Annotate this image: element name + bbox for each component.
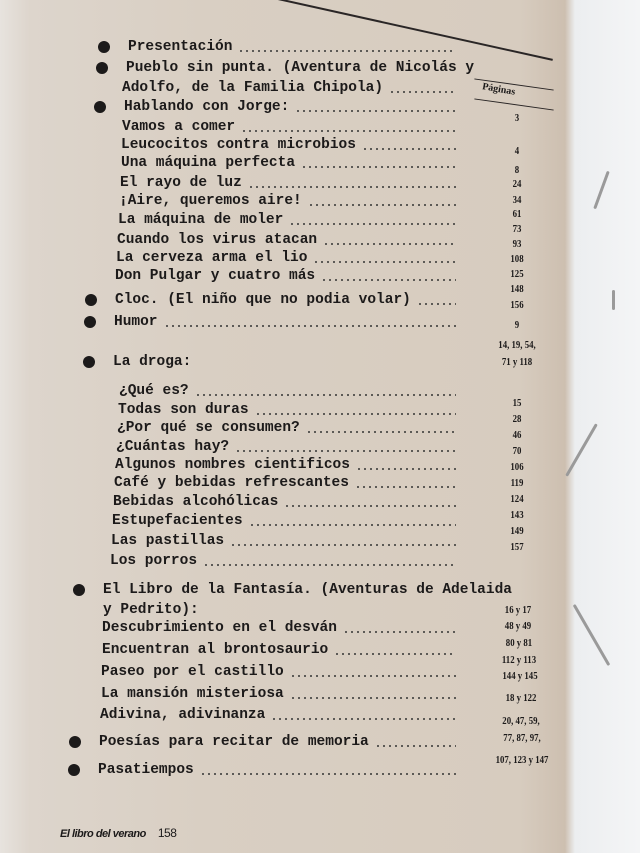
toc-entry-title: Humor bbox=[114, 314, 158, 330]
page-ref: 24 bbox=[512, 178, 522, 190]
toc-entry bbox=[117, 231, 456, 249]
book-title: El libro del verano bbox=[60, 828, 146, 840]
toc-entry bbox=[118, 401, 456, 419]
bullet-icon bbox=[94, 101, 106, 113]
toc-entry bbox=[112, 512, 456, 530]
dot-leader bbox=[241, 130, 456, 132]
bullet-icon bbox=[96, 62, 108, 74]
page-ref: 108 bbox=[510, 253, 524, 265]
toc-entry-title: Pueblo sin punta. (Aventura de Nicolás y bbox=[126, 60, 475, 76]
toc-entry bbox=[115, 456, 456, 474]
page-ref: 73 bbox=[512, 223, 522, 235]
dot-leader bbox=[417, 303, 456, 305]
dot-leader bbox=[313, 261, 456, 263]
toc-entry bbox=[118, 211, 456, 229]
page-ref: 18 y 122 bbox=[505, 692, 536, 704]
toc-entry-title: ¿Qué es? bbox=[119, 383, 189, 399]
facing-page-marks bbox=[573, 604, 611, 666]
page-ref: 77, 87, 97, bbox=[503, 732, 541, 744]
dot-leader bbox=[343, 631, 456, 633]
dot-leader bbox=[334, 653, 456, 655]
toc-entry bbox=[120, 174, 456, 192]
dot-leader bbox=[290, 697, 456, 699]
dot-leader bbox=[200, 773, 456, 775]
dot-leader bbox=[249, 524, 456, 526]
toc-entry-title: ¡Aire, queremos aire! bbox=[119, 193, 302, 209]
toc-entry bbox=[100, 706, 456, 724]
dot-leader bbox=[203, 564, 456, 566]
page-ref: 112 y 113 bbox=[502, 654, 537, 666]
toc-entry-title: Los porros bbox=[110, 553, 198, 569]
page-ref: 149 bbox=[510, 525, 524, 537]
toc-entry-title: Poesías para recitar de memoria bbox=[99, 734, 369, 750]
page-ref: 46 bbox=[512, 429, 522, 441]
page-ref: 48 y 49 bbox=[504, 620, 532, 632]
page-ref: 125 bbox=[510, 268, 524, 280]
toc-entry-title: La cerveza arma el lio bbox=[116, 250, 308, 266]
dot-leader bbox=[284, 505, 456, 507]
page-ref: 3 bbox=[514, 112, 520, 124]
dot-leader bbox=[248, 186, 456, 188]
page-ref: 156 bbox=[510, 299, 524, 311]
toc-entry bbox=[119, 382, 456, 400]
page-ref: 15 bbox=[512, 397, 522, 409]
toc-entry bbox=[124, 98, 456, 116]
pages-rule-bottom bbox=[474, 98, 553, 110]
bullet-icon bbox=[68, 764, 80, 776]
pages-column-header: Páginas bbox=[481, 81, 517, 98]
dot-leader bbox=[355, 486, 456, 488]
toc-entry-title: El Libro de la Fantasía. (Aventuras de Adelaida bbox=[103, 582, 512, 598]
toc-entry bbox=[101, 663, 456, 681]
toc-entry-title: Una máquina perfecta bbox=[121, 155, 296, 171]
page-ref: 143 bbox=[510, 509, 524, 521]
dot-leader bbox=[195, 394, 456, 396]
facing-page-marks bbox=[593, 171, 609, 210]
dot-leader bbox=[362, 148, 456, 150]
toc-entry-title: Las pastillas bbox=[111, 533, 225, 549]
bullet-icon bbox=[69, 736, 81, 748]
dot-leader bbox=[323, 243, 456, 245]
dot-leader bbox=[295, 110, 456, 112]
toc-entry bbox=[115, 291, 456, 309]
toc-entry bbox=[98, 761, 456, 779]
toc-entry-title: El rayo de luz bbox=[120, 175, 242, 191]
page-ref: 14, 19, 54, bbox=[498, 339, 536, 351]
toc-entry-title: Todas son duras bbox=[118, 402, 249, 418]
toc-entry-title: Pasatiempos bbox=[98, 762, 194, 778]
toc-entry-title: Presentación bbox=[128, 39, 233, 55]
page-ref: 20, 47, 59, bbox=[502, 715, 540, 727]
bullet-icon bbox=[83, 356, 95, 368]
page-ref: 70 bbox=[512, 445, 522, 457]
dot-leader bbox=[389, 91, 456, 93]
toc-entry-title: Adolfo, de la Familia Chipola) bbox=[122, 80, 384, 96]
page-ref: 106 bbox=[510, 461, 524, 473]
page-ref: 157 bbox=[510, 541, 524, 553]
toc-entry-title: ¿Por qué se consumen? bbox=[117, 420, 300, 436]
toc-entry bbox=[115, 267, 456, 285]
bullet-icon bbox=[84, 316, 96, 328]
toc-entry bbox=[103, 581, 512, 599]
page-ref: 8 bbox=[514, 164, 520, 176]
page-ref: 61 bbox=[512, 208, 522, 220]
toc-entry bbox=[128, 38, 456, 56]
page-footer bbox=[60, 826, 176, 840]
toc-entry-title: Encuentran al brontosaurio bbox=[102, 642, 329, 658]
toc-entry-title: La mansión misteriosa bbox=[101, 686, 284, 702]
toc-entry bbox=[102, 641, 456, 659]
dot-leader bbox=[255, 413, 456, 415]
toc-entry-title: Bebidas alcohólicas bbox=[113, 494, 279, 510]
toc-entry bbox=[126, 59, 474, 77]
toc-entry-title: ¿Cuántas hay? bbox=[116, 439, 230, 455]
toc-entry-title: Cuando los virus atacan bbox=[117, 232, 318, 248]
toc-entry bbox=[121, 136, 456, 154]
bullet-icon bbox=[73, 584, 85, 596]
page-ref: 148 bbox=[510, 283, 524, 295]
page-ref: 28 bbox=[512, 413, 522, 425]
toc-entry bbox=[114, 313, 456, 331]
toc-entry-title: La máquina de moler bbox=[118, 212, 284, 228]
toc-entry bbox=[122, 79, 456, 97]
toc-entry-title: Paseo por el castillo bbox=[101, 664, 284, 680]
toc-entry bbox=[121, 154, 456, 172]
dot-leader bbox=[301, 166, 456, 168]
dot-leader bbox=[356, 468, 456, 470]
dot-leader bbox=[308, 204, 456, 206]
toc-entry bbox=[116, 438, 456, 456]
toc-entry bbox=[113, 493, 456, 511]
toc-entry-title: Descubrimiento en el desván bbox=[102, 620, 337, 636]
page-ref: 34 bbox=[512, 194, 522, 206]
page-ref: 124 bbox=[510, 493, 524, 505]
toc-entry-title: Adivina, adivinanza bbox=[100, 707, 266, 723]
page-ref: 9 bbox=[514, 319, 520, 331]
toc-entry-title: Algunos nombres cientificos bbox=[115, 457, 350, 473]
page-ref: 93 bbox=[512, 238, 522, 250]
toc-entry bbox=[117, 419, 456, 437]
facing-page-marks bbox=[612, 290, 615, 310]
toc-entry bbox=[122, 118, 456, 136]
page-ref: 71 y 118 bbox=[501, 356, 533, 368]
bullet-icon bbox=[98, 41, 110, 53]
dot-leader bbox=[230, 544, 456, 546]
toc-entry-title: Don Pulgar y cuatro más bbox=[115, 268, 316, 284]
dot-leader bbox=[321, 279, 456, 281]
dot-leader bbox=[238, 50, 456, 52]
dot-leader bbox=[164, 325, 456, 327]
toc-entry-title: Vamos a comer bbox=[122, 119, 236, 135]
toc-entry bbox=[99, 733, 456, 751]
page-ref: 16 y 17 bbox=[504, 604, 531, 616]
toc-entry bbox=[101, 685, 456, 703]
toc-entry bbox=[113, 353, 191, 371]
toc-entry-title: Café y bebidas refrescantes bbox=[114, 475, 349, 491]
toc-entry-title: Leucocitos contra microbios bbox=[121, 137, 356, 153]
dot-leader bbox=[235, 450, 456, 452]
toc-entry-title: Estupefacientes bbox=[112, 513, 243, 529]
page-number: 158 bbox=[157, 826, 177, 840]
toc-entry bbox=[111, 532, 456, 550]
toc-entry bbox=[103, 601, 199, 619]
dot-leader bbox=[306, 431, 456, 433]
page-ref: 80 y 81 bbox=[505, 637, 532, 649]
bullet-icon bbox=[85, 294, 97, 306]
dot-leader bbox=[271, 718, 456, 720]
toc-entry bbox=[116, 249, 456, 267]
page-ref: 107, 123 y 147 bbox=[495, 754, 549, 766]
toc-entry-title: y Pedrito): bbox=[103, 602, 199, 618]
page-ref: 144 y 145 bbox=[502, 670, 538, 682]
page-ref: 119 bbox=[510, 477, 524, 489]
page-ref: 4 bbox=[514, 145, 520, 157]
dot-leader bbox=[290, 675, 456, 677]
toc-entry bbox=[102, 619, 456, 637]
dot-leader bbox=[289, 223, 456, 225]
toc-entry-title: Hablando con Jorge: bbox=[124, 99, 290, 115]
facing-page-marks bbox=[565, 423, 598, 476]
dot-leader bbox=[375, 745, 456, 747]
toc-entry bbox=[110, 552, 456, 570]
toc-entry bbox=[119, 192, 456, 210]
toc-entry-title: Cloc. (El niño que no podia volar) bbox=[115, 292, 411, 308]
toc-entry-title: La droga: bbox=[113, 354, 192, 370]
toc-entry bbox=[114, 474, 456, 492]
